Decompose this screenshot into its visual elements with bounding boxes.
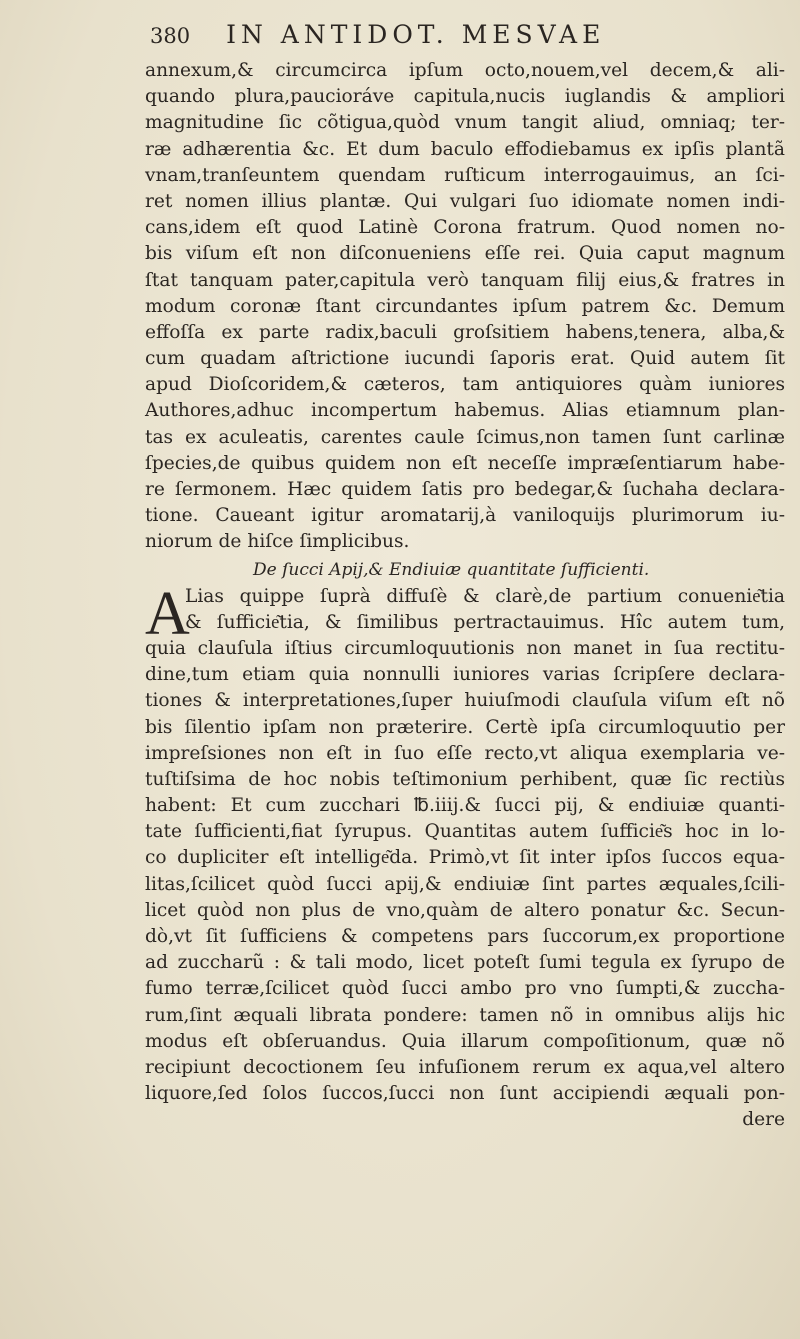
text-line: cans,idem eſt quod Latinè Corona fratrum. Quod nomen no-: [145, 217, 785, 239]
text-line: annexum,& circumcirca ipſum octo,nouem,vel decem,& ali-: [145, 60, 785, 81]
text-line: magnitudine ſic cõtigua,quòd vnum tangit aliud, omniaq; ter-: [145, 112, 785, 134]
text-line: modus eſt obſeruandus. Quia illarum compoſitionum, quæ nõ: [145, 1030, 785, 1052]
text-line: dò,vt ſit ſufficiens & competens pars ſuccorum,ex proportione: [145, 926, 785, 947]
catchword: dere: [742, 1109, 785, 1131]
drop-cap: A: [145, 579, 190, 648]
section-heading: De ſucci Apij,& Endiuiæ quantitate ſufficienti.: [253, 559, 650, 580]
text-line: liquore,ſed ſolos ſuccos,ſucci non ſunt accipiendi æquali pon-: [145, 1083, 785, 1105]
text-line: habent: Et cum zucchari ℔.iiij.& ſucci pij, & endiuiæ quanti-: [145, 795, 785, 817]
text-line: re ſermonem. Hæc quidem ſatis pro bedegar,& ſuchaha declara-: [145, 479, 785, 500]
text-line: bis ſilentio ipſam non præterire. Certè ipſa circumloquutio per: [145, 716, 785, 738]
paragraph-2: [145, 579, 785, 1134]
text-line: Lias quippe ſuprà diffuſè & clarè,de partium conuenie͂tia: [185, 585, 785, 607]
text-line: modum coronæ ſtant circundantes ipſum patrem &c. Demum: [145, 295, 785, 317]
text-line: Authores,adhuc incompertum habemus. Alias etiamnum plan-: [145, 400, 785, 422]
text-line: impreſsiones non eſt in ſuo eſſe recto,vt aliqua exemplaria ve-: [145, 742, 785, 764]
text-line: fumo terræ,ſcilicet quòd ſucci ambo pro vno ſumpti,& zuccha-: [145, 978, 785, 1000]
text-line: tione. Caueant igitur aromatarij,à vaniloquijs plurimorum iu-: [145, 505, 785, 527]
text-line: ſpecies,de quibus quidem non eſt neceſſe impræſentiarum habe-: [145, 452, 785, 474]
text-line: ad zuccharũ : & tali modo, licet poteſt ſumi tegula ex ſyrupo de: [145, 952, 785, 974]
text-line: rum,ſint æquali librata pondere: tamen nõ in omnibus alijs hic: [145, 1004, 785, 1026]
text-line: tiones & interpretationes,ſuper huiuſmodi clauſula viſum eſt nõ: [145, 690, 785, 712]
text-line: recipiunt decoctionem ſeu infuſionem rerum ex aqua,vel altero: [145, 1056, 785, 1078]
text-line: cum quadam aſtrictione iucundi ſaporis erat. Quid autem ſit: [145, 348, 785, 370]
text-line: co dupliciter eſt intellige͂da. Primò,vt ſit inter ipſos ſuccos equa-: [145, 847, 785, 869]
text-line: ret nomen illius plantæ. Qui vulgari ſuo idiomate nomen indi-: [145, 190, 785, 212]
text-line: quando plura,paucioráve capitula,nucis iuglandis & ampliori: [145, 86, 785, 108]
text-line: niorum de hiſce ſimplicibus.: [145, 531, 410, 553]
text-line: tas ex aculeatis, carentes caule ſcimus,non tamen ſunt carlinæ: [145, 426, 785, 448]
page-number: 380: [150, 24, 191, 48]
text-line: dine,tum etiam quia nonnulli iuniores varias ſcripſere declara-: [145, 664, 785, 686]
text-line: quia clauſula iſtius circumloquutionis non manet in ſua rectitu-: [145, 637, 785, 659]
text-line: ræ adhærentia &c. Et dum baculo effodiebamus ex ipſis plantã: [145, 138, 785, 160]
text-line: ſtat tanquam pater,capitula verò tanquam filij eius,& fratres in: [145, 269, 785, 291]
page-header: [150, 20, 750, 60]
text-line: apud Dioſcoridem,& cæteros, tam antiquiores quàm iuniores: [145, 374, 785, 396]
running-title: IN ANTIDOT. MESVAE: [226, 20, 606, 49]
text-line: tuſtiſsima de hoc nobis teſtimonium perhibent, quæ ſic rectiùs: [145, 768, 785, 790]
text-line: vnam,tranſeuntem quendam ruſticum interrogauimus, an ſci-: [145, 164, 785, 186]
text-line: effoſſa ex parte radix,baculi groſsitiem habens,tenera, alba,&: [145, 321, 785, 343]
text-line: litas,ſcilicet quòd ſucci apij,& endiuiæ ſint partes æquales,ſcili-: [145, 873, 785, 895]
text-line: bis viſum eſt non diſconueniens eſſe rei. Quia caput magnum: [145, 243, 785, 265]
paragraph-1: [145, 58, 785, 556]
text-block: [145, 58, 785, 1134]
text-line: licet quòd non plus de vno,quàm de altero ponatur &c. Secun-: [145, 899, 785, 921]
text-line: tate ſufficienti,fiat ſyrupus. Quantitas autem ſufficie͂s hoc in lo-: [145, 821, 785, 843]
text-line: & ſufficie͂tia, & ſimilibus pertractauimus. Hîc autem tum,: [185, 611, 785, 633]
